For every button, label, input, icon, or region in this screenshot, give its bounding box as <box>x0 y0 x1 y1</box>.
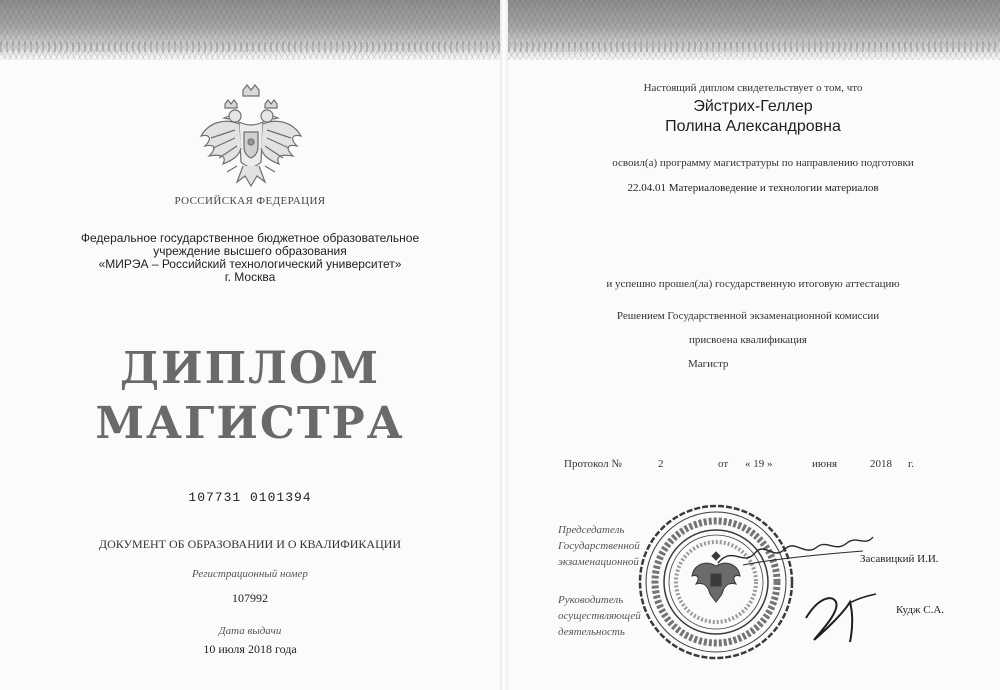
issue-date-label: Дата выдачи <box>218 625 282 637</box>
country-name: РОССИЙСКАЯ ФЕДЕРАЦИЯ <box>174 195 326 207</box>
protocol-day: « 19 » <box>745 458 773 470</box>
protocol-year: 2018 <box>870 458 892 470</box>
chairman-signature-icon <box>713 525 878 575</box>
registration-label: Регистрационный номер <box>192 568 308 580</box>
graduate-given-names: Полина Александровна <box>665 118 841 135</box>
protocol-number: 2 <box>658 458 664 470</box>
document-type: ДОКУМЕНТ ОБ ОБРАЗОВАНИИ И О КВАЛИФИКАЦИИ <box>98 537 402 551</box>
coat-of-arms-emblem-icon <box>195 82 307 194</box>
certification-intro: Настоящий диплом свидетельствует о том, что <box>643 82 863 94</box>
chairman-role-line: экзаменационной <box>558 556 639 568</box>
diploma-right-page <box>508 0 1000 690</box>
head-signature-icon <box>800 588 880 646</box>
chairman-role-line: Председатель <box>558 524 625 536</box>
commission-decision: Решением Государственной экзаменационной комиссии <box>616 310 880 322</box>
organization-name <box>0 232 500 284</box>
chairman-name: Засавицкий И.И. <box>860 553 939 565</box>
serial-number: 107731 0101394 <box>188 490 312 505</box>
organization-line: Федеральное государственное бюджетное образовательное <box>80 231 420 245</box>
guilloche-border <box>508 0 1000 60</box>
head-role-line: Руководитель <box>558 594 624 606</box>
protocol-label: Протокол № <box>564 458 622 470</box>
chairman-role <box>558 522 640 570</box>
qualification-assigned-label: присвоена квалификация <box>689 334 807 346</box>
organization-line: учреждение высшего образования <box>153 244 347 258</box>
qualification-value: Магистр <box>688 358 729 370</box>
organization-line: «МИРЭА – Российский технологический университет» <box>98 257 402 271</box>
chairman-role-line: Государственной <box>558 540 640 552</box>
protocol-year-suffix: г. <box>908 458 915 470</box>
head-name: Кудж С.А. <box>896 604 945 616</box>
guilloche-border <box>0 0 500 60</box>
page-gutter <box>500 0 508 690</box>
protocol-month: июня <box>812 458 838 470</box>
issue-date: 10 июля 2018 года <box>203 642 297 656</box>
program-intro: освоил(а) программу магистратуры по направлению подготовки <box>612 157 914 169</box>
attestation-text: и успешно прошел(ла) государственную итоговую аттестацию <box>606 278 900 290</box>
organization-city: г. Москва <box>224 270 276 284</box>
graduate-surname: Эйстрих-Геллер <box>693 98 813 115</box>
registration-number: 107992 <box>232 591 268 605</box>
head-role-line: осуществляющей <box>558 610 641 622</box>
head-role-line: деятельность <box>558 626 625 638</box>
program-name: 22.04.01 Материаловедение и технологии материалов <box>627 182 879 194</box>
head-role <box>558 592 641 640</box>
diploma-title: ДИПЛОМ <box>119 343 381 394</box>
diploma-degree-title: МАГИСТРА <box>95 398 405 449</box>
protocol-from: от <box>718 458 729 470</box>
